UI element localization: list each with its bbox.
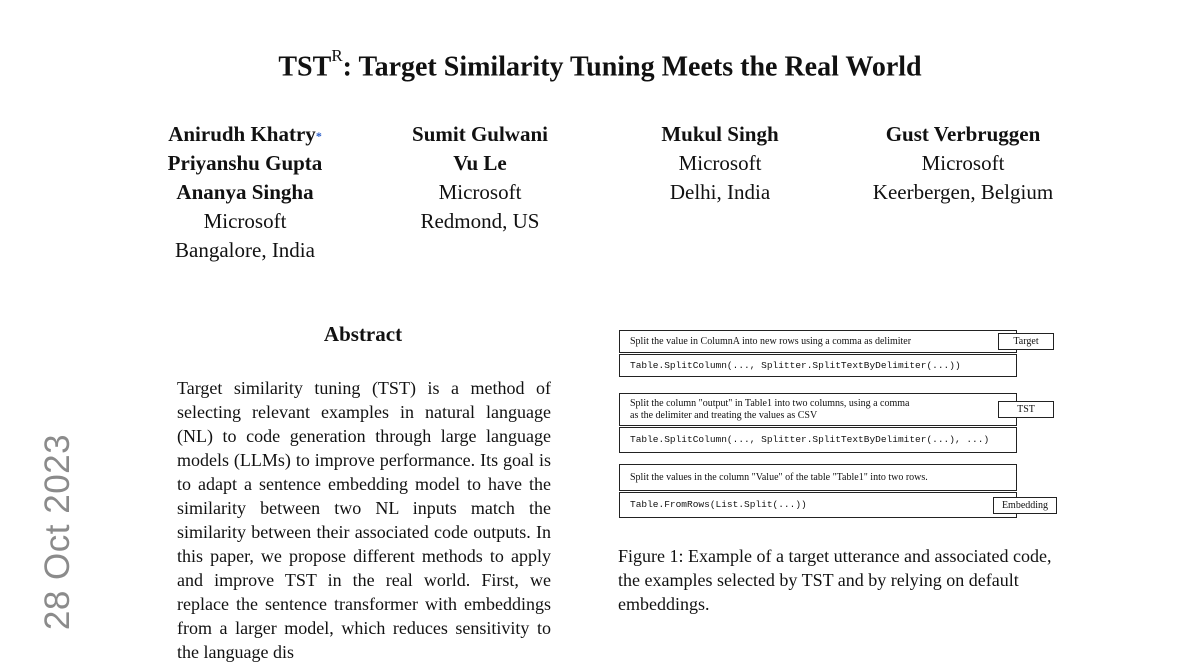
tst-utterance-line: as the delimiter and treating the values as CSV <box>630 409 818 421</box>
embedding-utterance-box: Split the values in the column "Value" of the table "Table1" into two rows. <box>619 464 1017 491</box>
abstract-heading: Abstract <box>323 322 403 346</box>
paper-title <box>0 46 1200 83</box>
author-affiliation: Microsoft <box>678 151 762 175</box>
author-location: Redmond, US <box>420 209 540 233</box>
author-block-redmond <box>380 120 580 236</box>
author-block-delhi <box>620 120 820 207</box>
embedding-tag: Embedding <box>993 497 1057 514</box>
target-code-box: Table.SplitColumn(..., Splitter.SplitTextByDelimiter(...)) <box>619 354 1017 377</box>
author-name: Anirudh Khatry* <box>168 122 322 146</box>
target-utterance-box: Split the value in ColumnA into new rows using a comma as delimiter <box>619 330 1017 353</box>
author-name: Gust Verbruggen <box>885 122 1041 146</box>
author-name: Priyanshu Gupta <box>167 151 323 175</box>
target-tag: Target <box>998 333 1054 350</box>
author-name: Sumit Gulwani <box>412 122 548 146</box>
author-name: Vu Le <box>453 151 507 175</box>
author-location: Keerbergen, Belgium <box>872 180 1054 204</box>
author-affiliation: Microsoft <box>203 209 287 233</box>
title-superscript: R <box>331 46 343 65</box>
author-block-bangalore <box>140 120 350 265</box>
author-location: Bangalore, India <box>175 238 315 262</box>
arxiv-date-stamp: 28 Oct 2023 <box>38 433 77 631</box>
author-block-keerbergen <box>848 120 1078 207</box>
tst-code-box: Table.SplitColumn(..., Splitter.SplitTextByDelimiter(...), ...) <box>619 427 1017 453</box>
tst-utterance-line: Split the column "output" in Table1 into two columns, using a comma <box>630 397 910 409</box>
tst-tag: TST <box>998 401 1054 418</box>
title-prefix: TST <box>278 51 332 83</box>
author-name: Ananya Singha <box>176 180 314 204</box>
figure-caption: Figure 1: Example of a target utterance and associated code, the examples selected by TST and by relying on default embeddings. <box>618 546 1052 614</box>
author-location: Delhi, India <box>669 180 771 204</box>
author-affiliation: Microsoft <box>438 180 522 204</box>
author-affiliation: Microsoft <box>921 151 1005 175</box>
author-name: Mukul Singh <box>661 122 779 146</box>
abstract-body: Target similarity tuning (TST) is a method of selecting relevant examples in natural language (NL) to code generation through large language models (LLMs) to improve performance. Its goal is to adapt a sentence embedding model to have the similarity between two NL inputs match the similarity between their associated code outputs. In this paper, we propose different methods to apply and improve TST in the real world. First, we replace the sentence transformer with embeddings from a larger model, which reduces sensitivity to the language dis <box>177 378 551 662</box>
title-rest: : Target Similarity Tuning Meets the Real World <box>342 51 922 83</box>
tst-utterance-box <box>619 393 1017 426</box>
embedding-code-box: Table.FromRows(List.Split(...)) <box>619 492 1017 518</box>
figure-1 <box>619 330 1059 520</box>
author-footnote-star: * <box>315 129 322 143</box>
